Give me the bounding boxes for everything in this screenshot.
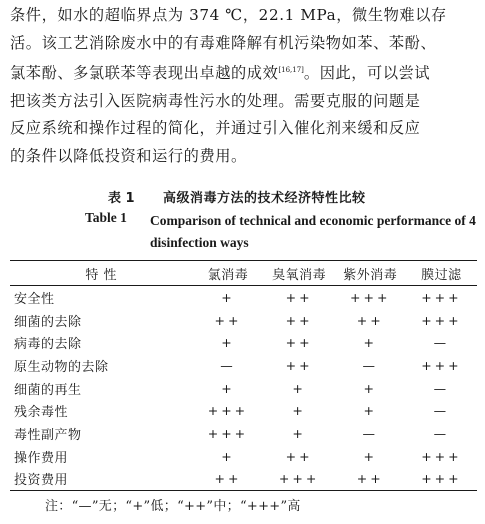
row-label: 原生动物的去除 [14, 359, 109, 375]
row-label: 细菌的再生 [14, 382, 82, 398]
comparison-table [10, 260, 477, 491]
cell-value: ++ [356, 312, 384, 328]
cell-value: — [362, 357, 378, 373]
table-title-cn: 高级消毒方法的技术经济特性比较 [163, 191, 366, 206]
cell-value: +++ [207, 403, 249, 419]
table-row [10, 422, 477, 445]
cell-value: + [363, 380, 377, 396]
citation-reference[interactable]: [16,17] [278, 66, 304, 74]
header-ozone: 臭氧消毒 [264, 261, 335, 286]
table-row [10, 331, 477, 354]
cell-value: ++ [285, 312, 313, 328]
paragraph-line-text: 氯苯酚、多氯联苯等表现出卓越的成效 [10, 64, 279, 82]
cell-value: ++ [335, 468, 406, 491]
cell-value: +++ [406, 468, 477, 491]
cell-value: + [221, 289, 235, 305]
cell-value: — [220, 357, 236, 373]
cell-value: + [221, 380, 235, 396]
cell-value: +++ [421, 289, 462, 305]
table-number-en: Table 1 [85, 210, 127, 225]
table-row [10, 445, 477, 468]
table-row [10, 468, 477, 491]
cell-value: — [362, 425, 378, 441]
cell-value: ++ [285, 357, 313, 373]
cell-value: — [433, 380, 450, 396]
paragraph-line: 反应系统和操作过程的简化，并通过引入催化剂来缓和反应 [10, 119, 421, 137]
paragraph-line: 条件，如水的超临界点为 374 ℃，22.1 MPa，微生物难以存 [10, 6, 447, 24]
row-label: 细菌的去除 [14, 314, 82, 330]
table-note: 注：“—”无；“+”低；“++”中；“+++”高 [45, 499, 301, 514]
table-row [10, 399, 477, 422]
row-label: 安全性 [14, 291, 55, 307]
table-header-row [10, 261, 477, 286]
cell-value: +++ [421, 357, 462, 373]
cell-value: + [221, 335, 235, 351]
paragraph-line: 活。该工艺消除废水中的有毒难降解有机污染物如苯、苯酚、 [10, 33, 437, 52]
cell-value: +++ [421, 448, 462, 464]
cell-value: ++ [214, 312, 242, 328]
paragraph-line-text: 。因此，可以尝试 [303, 64, 431, 82]
table-header [10, 261, 477, 286]
table-row [10, 377, 477, 400]
paragraph-line [10, 57, 480, 88]
row-label: 操作费用 [14, 450, 69, 466]
table-title-en: Comparison of technical and economic performance of 4 disinfection ways [150, 213, 476, 250]
cell-value: — [433, 335, 450, 351]
cell-value: ++ [285, 448, 313, 464]
table-row [10, 286, 477, 309]
table-row [10, 309, 477, 332]
cell-value: + [221, 448, 235, 464]
cell-value: — [433, 425, 450, 441]
table-row [10, 354, 477, 377]
table-number-cn: 表 1 [108, 191, 135, 206]
paragraph-line: 的条件以降低投资和运行的费用。 [10, 146, 247, 165]
row-label: 毒性副产物 [14, 427, 82, 443]
row-label: 病毒的去除 [14, 337, 82, 353]
cell-value: + [292, 403, 306, 419]
row-label: 残余毒性 [14, 405, 69, 421]
row-label: 投资费用 [10, 468, 192, 491]
header-chlorine: 氯消毒 [192, 261, 263, 286]
cell-value: +++ [421, 312, 462, 328]
cell-value: ++ [285, 335, 313, 351]
header-membrane: 膜过滤 [406, 261, 477, 286]
cell-value: + [292, 425, 306, 441]
header-uv: 紫外消毒 [335, 261, 406, 286]
cell-value: + [363, 335, 377, 351]
cell-value: ++ [192, 468, 263, 491]
table-body [10, 286, 477, 491]
cell-value: ++ [285, 289, 313, 305]
cell-value: + [292, 380, 306, 396]
cell-value: + [363, 403, 377, 419]
cell-value: — [433, 403, 450, 419]
body-paragraph [10, 2, 480, 170]
paragraph-line: 把该类方法引入医院病毒性污水的处理。需要克服的问题是 [10, 91, 421, 110]
cell-value: +++ [350, 289, 391, 305]
header-characteristic: 特 性 [10, 261, 192, 286]
cell-value: +++ [207, 425, 249, 441]
cell-value: +++ [264, 468, 335, 491]
cell-value: + [363, 448, 377, 464]
